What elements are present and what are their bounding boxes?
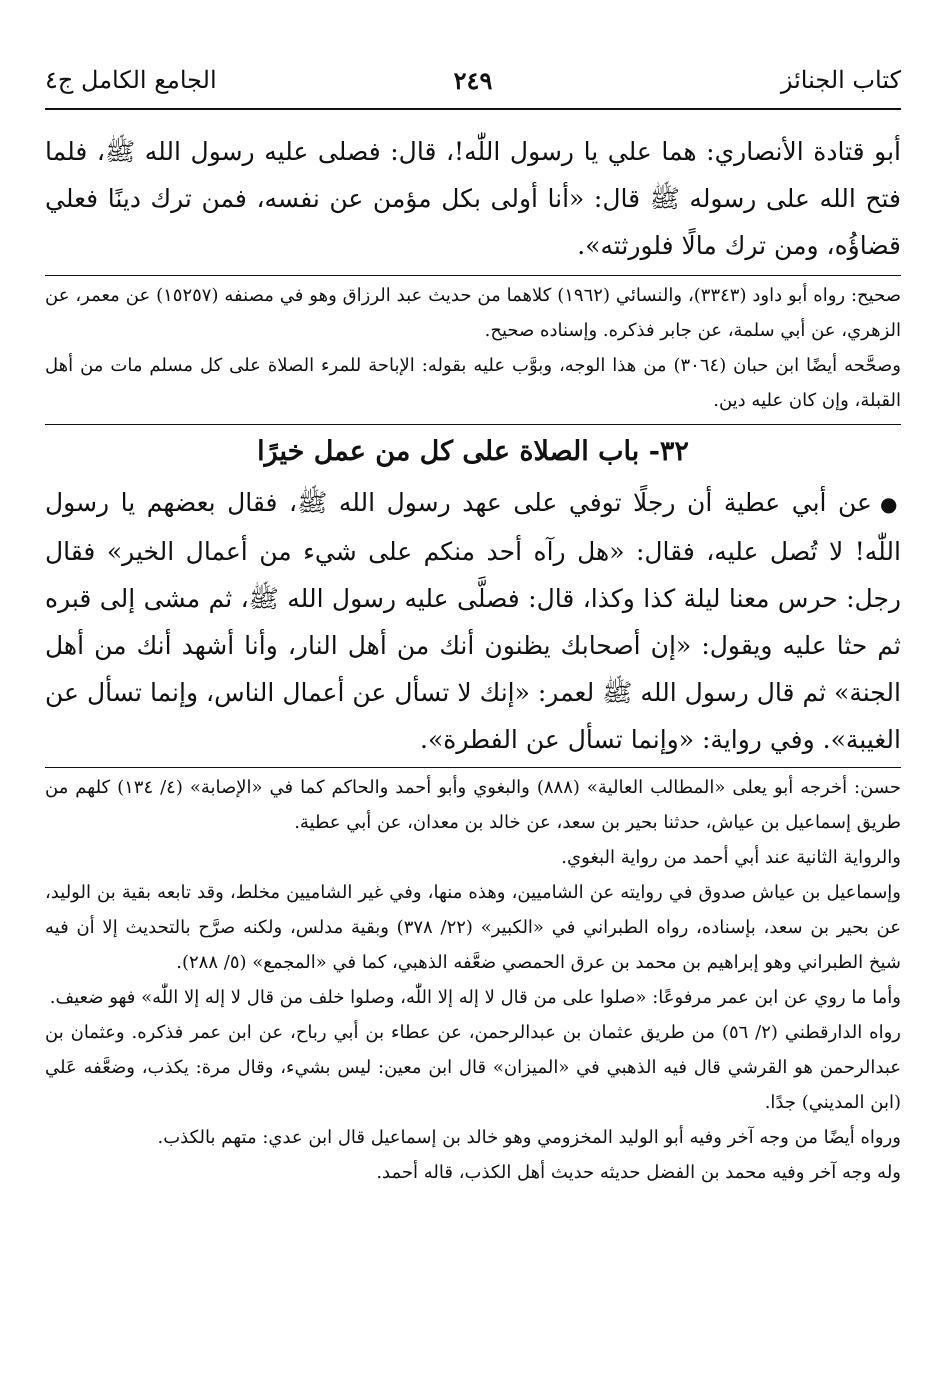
takhrij-paragraph: وأما ما روي عن ابن عمر مرفوعًا: «صلوا على من قال لا إله إلا اللّٰه، وصلوا خلف من قال لا إله إلا اللّٰه» فهو ضعيف. [49, 987, 901, 1008]
running-head-title: الجامع الكامل ج٤ [45, 66, 217, 94]
hadith-body: عن أبي عطية أن رجلًا توفي على عهد رسول الله ﷺ، فقال بعضهم يا رسول اللّٰه! لا تُصل عليه، فقال: «هل رآه أحد منكم على شيء من أعمال الخير» فقال رجل: حرس معنا ليلة كذا وكذا، قال: فصلَّى عليه رسول الله ﷺ، ثم مشى إلى قبره ثم حثا عليه ويقول: «إن أصحابك يظنون أنك من أهل النار، وأنا أشهد أنك من أهل الجنة» ثم قال رسول الله ﷺ لعمر: «إنك لا تسأل عن أعمال الناس، وإنما تسأل عن الغيبة». وفي رواية: «وإنما تسأل عن الفطرة». [45, 488, 901, 754]
footnote-divider [45, 275, 901, 276]
takhrij-paragraph: رواه الدارقطني (٢/ ٥٦) من طريق عثمان بن عبدالرحمن، عن عطاء بن أبي رباح، عن ابن عمر فذكره. وعثمان بن عبدالرحمن هو القرشي قال فيه الذهبي في «الميزان» قال ابن معين: ليس بشيء، وقال مرة: يكذب، وضعَّفه عَلي (ابن المديني) جدًا. [45, 1022, 901, 1113]
takhrij-paragraph: حسن: أخرجه أبو يعلى «المطالب العالية» (٨٨٨) والبغوي وأبو أحمد والحاكم كما في «الإصابة» (٤/ ١٣٤) كلهم من طريق إسماعيل بن عياش، حدثنا بحير بن سعد، عن خالد بن معدان، عن أبي عطية. [45, 777, 901, 833]
footnote-divider [45, 767, 901, 768]
takhrij-paragraph: ورواه أيضًا من وجه آخر وفيه أبو الوليد المخزومي وهو خالد بن إسماعيل قال ابن عدي: متهم بالكذب. [157, 1127, 901, 1148]
hadith-text [45, 479, 901, 763]
takhrij-paragraph: والرواية الثانية عند أبي أحمد من رواية البغوي. [561, 847, 901, 868]
page-header [45, 64, 901, 110]
page-number: ٢٤٩ [453, 66, 493, 95]
running-head-section: كتاب الجنائز [780, 66, 901, 94]
takhrij-paragraph: وإسماعيل بن عياش صدوق في روايته عن الشاميين، وهذه منها، وفي غير الشاميين مخلط، وقد تابعه بقية بن الوليد، عن بحير بن سعد، بإسناده، رواه الطبراني في «الكبير» (٢٢/ ٣٧٨) وبقية مدلس، ولكنه صرَّح بالتحديث إلا أن فيه شيخ الطبراني وهو إبراهيم بن محمد بن عرق الحمصي ضعَّفه الذهبي، كما في «المجمع» (٥/ ٢٨٨). [45, 882, 901, 973]
takhrij-paragraph: وصحَّحه أيضًا ابن حبان (٣٠٦٤) من هذا الوجه، وبوَّب عليه بقوله: الإباحة للمرء الصلاة على كل مسلم مات من أهل القبلة، وإن كان عليه دين. [45, 355, 901, 411]
chapter-heading: ٣٢- باب الصلاة على كل من عمل خيرًا [257, 436, 689, 467]
page-body [45, 128, 901, 1190]
hadith-text-continued: أبو قتادة الأنصاري: هما علي يا رسول اللّٰه!، قال: فصلى عليه رسول الله ﷺ، فلما فتح الله على رسوله ﷺ قال: «أنا أولى بكل مؤمن عن نفسه، فمن ترك دينًا فعلي قضاؤُه، ومن ترك مالًا فلورثته». [45, 137, 902, 260]
takhrij-paragraph: صحيح: رواه أبو داود (٣٣٤٣)، والنسائي (١٩٦٢) كلاهما من حديث عبد الرزاق وهو في مصنفه (١٥٢٥٧) عن معمر، عن الزهري، عن أبي سلمة، عن جابر فذكره. وإسناده صحيح. [45, 285, 902, 341]
bullet-icon: ● [879, 492, 902, 516]
section-divider [45, 424, 901, 425]
takhrij-paragraph: وله وجه آخر وفيه محمد بن الفضل حديثه حديث أهل الكذب، قاله أحمد. [376, 1162, 901, 1183]
